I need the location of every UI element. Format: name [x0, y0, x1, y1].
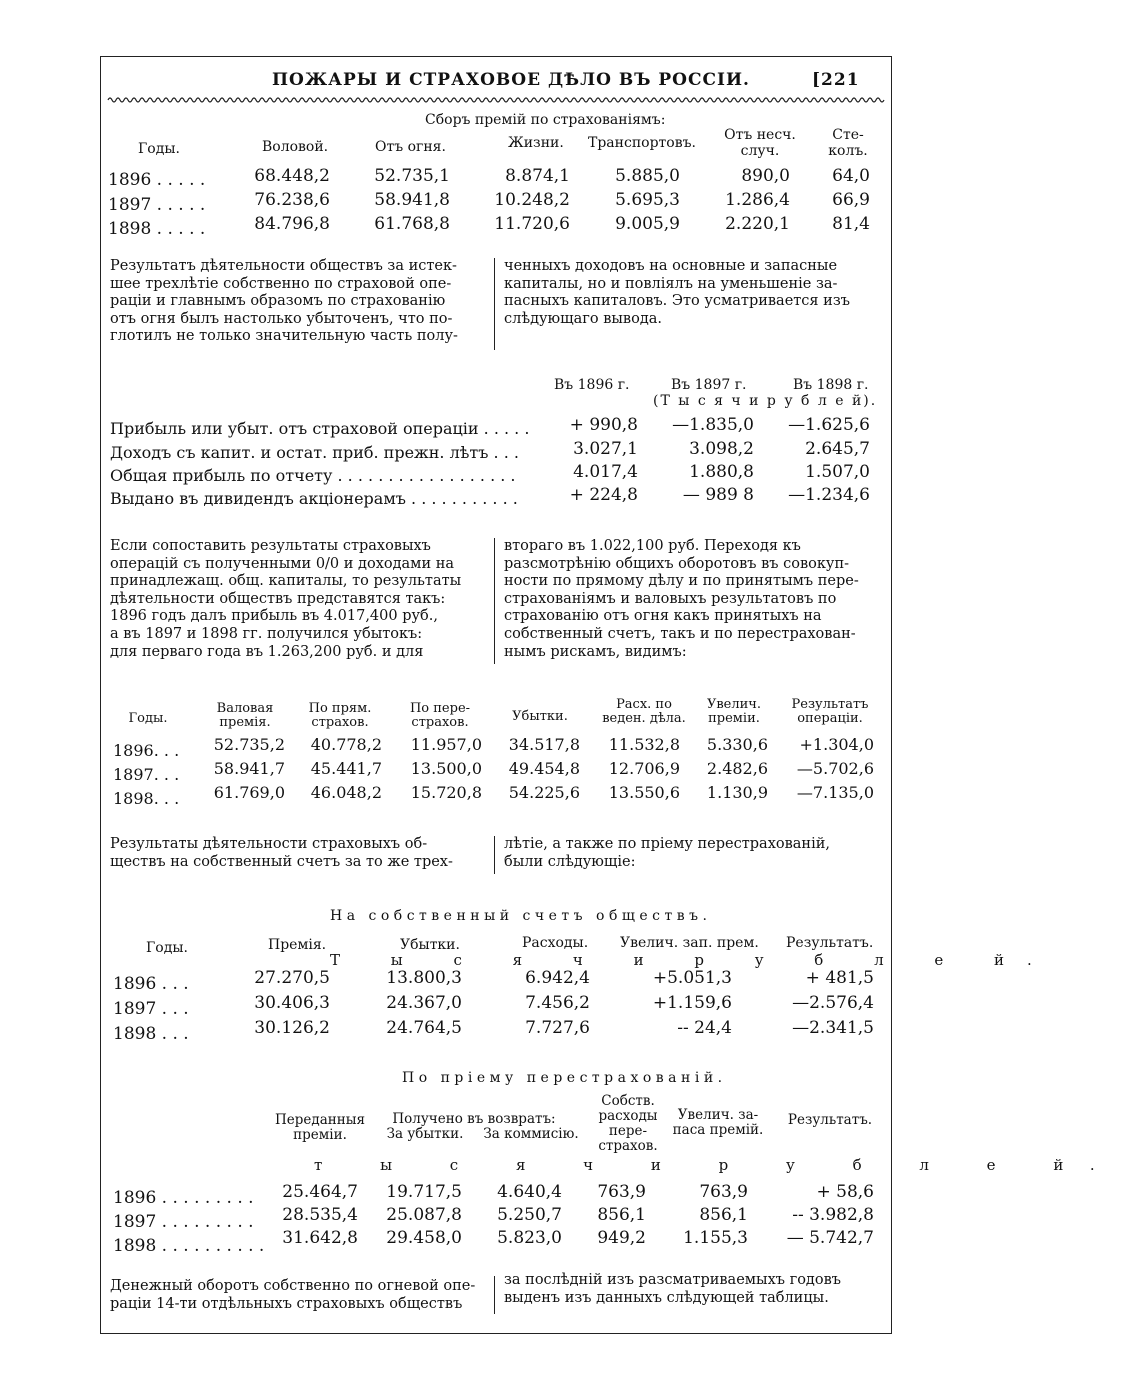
- t5-year: 1896 . . . . . . . . .: [113, 1188, 254, 1208]
- t3-cell: 58.941,7: [213, 759, 285, 778]
- t4-col-losses: Убытки.: [400, 937, 460, 953]
- t3-cell: 54.225,6: [508, 783, 580, 802]
- t4-cell: +1.159,6: [652, 993, 732, 1013]
- t3-col-gross: Валовая премія.: [216, 701, 274, 730]
- t3-col-losses: Убытки.: [512, 709, 568, 724]
- t3-cell: 15.720,8: [410, 783, 482, 802]
- t4-cell: 13.800,3: [386, 968, 462, 988]
- t3-cell: 11.957,0: [410, 735, 482, 754]
- t4-year: 1897 . . .: [113, 999, 189, 1019]
- text-line: были слѣдующіе:: [504, 853, 636, 870]
- t3-year: 1898. . .: [113, 789, 180, 808]
- text-line: за послѣдній изъ разсматриваемыхъ годовъ: [504, 1272, 841, 1288]
- t5-col-own-expenses: Собств. расходы пере- страхов.: [598, 1093, 658, 1154]
- t3-cell: 46.048,2: [310, 783, 382, 802]
- t4-cell: 7.456,2: [525, 993, 590, 1013]
- text-line: Денежный оборотъ собственно по огневой опе-: [110, 1278, 476, 1294]
- t2-label: Доходъ съ капит. и остат. приб. прежн. лѣтъ . . .: [110, 443, 519, 462]
- text-line: раціи и главнымъ образомъ по страхованію: [110, 293, 446, 310]
- t4-cell: 30.406,3: [254, 993, 330, 1013]
- t5-col-returned-group: Получено въ возвратъ:: [392, 1111, 556, 1127]
- t5-title: По пріему перестрахованій.: [402, 1070, 727, 1086]
- t2-label: Прибыль или убыт. отъ страховой операціи . . . . .: [110, 419, 530, 438]
- t3-cell: 34.517,8: [508, 735, 580, 754]
- t1-cell: 81,4: [832, 214, 870, 234]
- t1-cell: 61.768,8: [374, 214, 450, 234]
- t1-cell: 58.941,8: [374, 190, 450, 210]
- t3-col-premium-increase: Увелич. преміи.: [706, 697, 762, 726]
- t3-cell: +1.304,0: [799, 735, 874, 754]
- t1-cell: 52.735,1: [374, 166, 450, 186]
- t4-cell: 30.126,2: [254, 1018, 330, 1038]
- t5-cell: — 5.742,7: [786, 1228, 874, 1248]
- text-line: операцій съ полученными 0/0 и доходами на: [110, 555, 455, 572]
- page-frame: [100, 56, 892, 1334]
- t3-cell: 5.330,6: [706, 735, 768, 754]
- t5-cell: 5.823,0: [497, 1228, 562, 1248]
- t4-year: 1898 . . .: [113, 1024, 189, 1044]
- t5-cell: -- 3.982,8: [792, 1205, 874, 1225]
- t1-col-life: Жизни.: [508, 135, 564, 151]
- t3-cell: 49.454,8: [508, 759, 580, 778]
- t3-cell: 13.550,6: [608, 783, 680, 802]
- t5-cell: 856,1: [597, 1205, 646, 1225]
- t4-col-reserve-increase: Увелич. зап. прем.: [620, 935, 759, 951]
- t4-col-premium: Премія.: [268, 937, 327, 953]
- text-line: страхованію отъ огня какъ принятыхъ на: [504, 608, 822, 625]
- text-line: ченныхъ доходовъ на основные и запасные: [504, 258, 838, 274]
- t3-col-reins: По пере- страхов.: [409, 701, 471, 730]
- t5-cell: 25.464,7: [282, 1182, 358, 1202]
- t1-cell: 5.885,0: [615, 166, 680, 186]
- text-line: втораго въ 1.022,100 руб. Переходя къ: [504, 538, 801, 554]
- t3-year: 1897. . .: [113, 765, 180, 784]
- t3-cell: —5.702,6: [796, 759, 874, 778]
- text-line: капиталы, но и повліялъ на уменьшеніе за-: [504, 275, 838, 292]
- text-line: страхованіямъ и валовыхъ результатовъ по: [504, 590, 837, 607]
- text-line: Результаты дѣятельности страховыхъ об-: [110, 836, 428, 852]
- text-line: ществъ на собственный счетъ за то же трех-: [110, 853, 453, 870]
- t1-col-accident: Отъ несч. случ.: [724, 127, 796, 159]
- text-line: выденъ изъ данныхъ слѣдующей таблицы.: [504, 1289, 829, 1306]
- t2-cell: + 990,8: [569, 415, 638, 435]
- t4-year: 1896 . . .: [113, 974, 189, 994]
- t5-cell: 28.535,4: [282, 1205, 358, 1225]
- t1-cell: 68.448,2: [254, 166, 330, 186]
- t1-cell: 64,0: [832, 166, 870, 186]
- t5-cell: 4.640,4: [497, 1182, 562, 1202]
- t1-cell: 1.286,4: [725, 190, 790, 210]
- t3-cell: —7.135,0: [796, 783, 874, 802]
- t1-cell: 11.720,6: [494, 214, 570, 234]
- t4-cell: +5.051,3: [652, 968, 732, 988]
- t1-year: 1897 . . . . .: [108, 195, 206, 215]
- t2-label: Общая прибыль по отчету . . . . . . . . . . . . . . . . . .: [110, 466, 516, 485]
- t5-year: 1897 . . . . . . . . .: [113, 1212, 254, 1232]
- t3-cell: 13.500,0: [410, 759, 482, 778]
- t5-cell: 19.717,5: [386, 1182, 462, 1202]
- p1-left-column: [110, 258, 485, 346]
- t1-cell: 10.248,2: [494, 190, 570, 210]
- text-line: собственный счетъ, такъ и по перестрахован-: [504, 625, 856, 642]
- t2-cell: 3.027,1: [573, 439, 638, 459]
- t2-cell: 1.507,0: [805, 462, 870, 482]
- text-line: отъ огня былъ настолько убыточенъ, что по-: [110, 310, 453, 327]
- t5-cell: 25.087,8: [386, 1205, 462, 1225]
- p3-left-column: [110, 836, 485, 871]
- t1-year: 1896 . . . . .: [108, 170, 206, 190]
- t1-group-header: Сборъ премій по страхованіямъ:: [425, 112, 666, 128]
- text-line: глотилъ не только значительную часть полу-: [110, 328, 458, 345]
- t5-cell: 29.458,0: [386, 1228, 462, 1248]
- t3-col-direct: По прям. страхов.: [308, 701, 372, 730]
- t1-cell: 84.796,8: [254, 214, 330, 234]
- p2-right-column: [504, 538, 874, 661]
- p1-right-column: [504, 258, 874, 328]
- t5-cell: 856,1: [699, 1205, 748, 1225]
- text-line: раціи 14-ти отдѣльныхъ страховыхъ обществъ: [110, 1295, 463, 1312]
- t4-col-expenses: Расходы.: [522, 935, 589, 951]
- t5-col-commission: За коммисію.: [483, 1126, 579, 1142]
- t1-cell: 2.220,1: [725, 214, 790, 234]
- t1-cell: 66,9: [832, 190, 870, 210]
- text-line: нымъ рискамъ, видимъ:: [504, 643, 687, 660]
- column-divider: [494, 538, 495, 664]
- text-line: шее трехлѣтіе собственно по страховой опе-: [110, 275, 452, 292]
- t5-col-reserve-increase: Увелич. за- паса премій.: [672, 1107, 764, 1138]
- p4-right-column: [504, 1272, 874, 1307]
- t2-cell: 4.017,4: [573, 462, 638, 482]
- t2-cell: 3.098,2: [689, 439, 754, 459]
- t4-title: На собственный счетъ обществъ.: [330, 908, 712, 924]
- t5-cell: 31.642,8: [282, 1228, 358, 1248]
- t2-cell: —1.835,0: [672, 415, 754, 435]
- t4-cell: —2.576,4: [792, 993, 874, 1013]
- t3-cell: 1.130,9: [706, 783, 768, 802]
- t2-col-1898: Въ 1898 г.: [793, 377, 869, 393]
- text-line: принадлежащ. общ. капиталы, то результаты: [110, 573, 462, 590]
- t1-cell: 890,0: [741, 166, 790, 186]
- t5-year: 1898 . . . . . . . . . .: [113, 1236, 265, 1256]
- text-line: а въ 1897 и 1898 гг. получился убытокъ:: [110, 625, 423, 642]
- text-line: слѣдующаго вывода.: [504, 310, 662, 327]
- t3-col-years: Годы.: [128, 711, 168, 726]
- t2-label: Выдано въ дивидендъ акціонерамъ . . . . . . . . . . .: [110, 489, 518, 508]
- t5-cell: + 58,6: [816, 1182, 874, 1202]
- text-line: лѣтіе, а также по пріему перестрахованій,: [504, 836, 830, 852]
- t5-cell: 763,9: [597, 1182, 646, 1202]
- t5-cell: 1.155,3: [683, 1228, 748, 1248]
- t4-cell: 27.270,5: [254, 968, 330, 988]
- t3-cell: 61.769,0: [213, 783, 285, 802]
- column-divider: [494, 836, 495, 874]
- text-line: ности по прямому дѣлу и по принятымъ пере-: [504, 573, 859, 590]
- t2-cell: + 224,8: [569, 485, 638, 505]
- t2-cell: — 989 8: [682, 485, 754, 505]
- column-divider: [494, 1276, 495, 1314]
- t3-col-result: Результатъ операціи.: [791, 697, 869, 726]
- t3-cell: 45.441,7: [310, 759, 382, 778]
- t3-cell: 11.532,8: [608, 735, 680, 754]
- p3-right-column: [504, 836, 874, 871]
- t2-cell: 2.645,7: [805, 439, 870, 459]
- t2-col-1897: Въ 1897 г.: [671, 377, 747, 393]
- t3-cell: 40.778,2: [310, 735, 382, 754]
- t1-col-transport: Транспортовъ.: [588, 135, 696, 151]
- t4-cell: 24.764,5: [386, 1018, 462, 1038]
- page-title: ПОЖАРЫ И СТРАХОВОЕ ДѢЛО ВЪ РОССІИ.: [272, 70, 750, 90]
- t5-col-for-losses: За убытки.: [386, 1126, 464, 1142]
- text-line: Если сопоставить результаты страховыхъ: [110, 538, 431, 554]
- t5-unit: т ы с я ч и р у б л е й.: [314, 1156, 1121, 1174]
- t3-year: 1896. . .: [113, 741, 180, 760]
- t1-cell: 9.005,9: [615, 214, 680, 234]
- text-line: дѣятельности обществъ представятся такъ:: [110, 590, 446, 607]
- decorative-wavy-rule: [108, 95, 878, 105]
- t1-col-gross: Воловой.: [262, 139, 329, 155]
- t5-col-ceded: Переданныя преміи.: [274, 1112, 365, 1143]
- text-line: 1896 годъ далъ прибыль въ 4.017,400 руб.,: [110, 608, 438, 625]
- page-number: [221: [812, 70, 860, 90]
- text-line: разсмотрѣнію общихъ оборотовъ въ совокуп-: [504, 555, 850, 572]
- t4-cell: 24.367,0: [386, 993, 462, 1013]
- t4-cell: 6.942,4: [525, 968, 590, 988]
- t2-cell: —1.625,6: [788, 415, 870, 435]
- column-divider: [494, 258, 495, 350]
- text-line: пасныхъ капиталовъ. Это усматривается изъ: [504, 293, 850, 310]
- t5-cell: 763,9: [699, 1182, 748, 1202]
- t3-cell: 12.706,9: [608, 759, 680, 778]
- t3-col-expenses: Расх. по веден. дѣла.: [602, 697, 686, 726]
- p4-left-column: [110, 1278, 485, 1313]
- t5-cell: 5.250,7: [497, 1205, 562, 1225]
- t4-cell: + 481,5: [805, 968, 874, 988]
- t2-cell: —1.234,6: [788, 485, 870, 505]
- t1-cell: 5.695,3: [615, 190, 680, 210]
- t5-col-result: Результатъ.: [787, 1112, 873, 1128]
- t4-col-years: Годы.: [146, 940, 188, 956]
- t3-cell: 52.735,2: [213, 735, 285, 754]
- t4-unit: Т ы с я ч и р у б л е й.: [330, 951, 1055, 969]
- t1-col-years: Годы.: [138, 141, 180, 157]
- t1-cell: 8.874,1: [505, 166, 570, 186]
- t1-col-glass: Сте- колъ.: [828, 127, 868, 159]
- t1-col-fire: Отъ огня.: [375, 139, 446, 155]
- t4-cell: —2.341,5: [792, 1018, 874, 1038]
- t3-cell: 2.482,6: [706, 759, 768, 778]
- t2-unit: (Т ы с я ч и р у б л е й).: [653, 393, 878, 409]
- t1-cell: 76.238,6: [254, 190, 330, 210]
- text-line: Результатъ дѣятельности обществъ за истек-: [110, 258, 457, 274]
- t4-col-result: Результатъ.: [786, 935, 874, 951]
- t4-cell: -- 24,4: [677, 1018, 732, 1038]
- t5-cell: 949,2: [597, 1228, 646, 1248]
- t2-cell: 1.880,8: [689, 462, 754, 482]
- t2-col-1896: Въ 1896 г.: [554, 377, 630, 393]
- t4-cell: 7.727,6: [525, 1018, 590, 1038]
- text-line: для перваго года въ 1.263,200 руб. и для: [110, 643, 424, 660]
- t1-year: 1898 . . . . .: [108, 219, 206, 239]
- p2-left-column: [110, 538, 485, 661]
